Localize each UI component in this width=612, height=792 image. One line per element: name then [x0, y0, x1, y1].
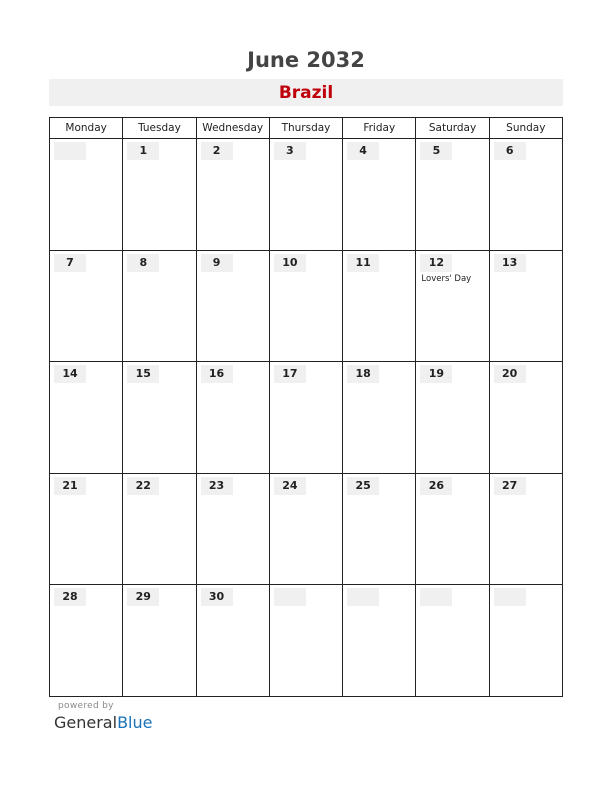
date-number — [420, 588, 452, 606]
day-cell-3 — [270, 139, 343, 251]
date-number: 1 — [127, 142, 159, 160]
week-row — [50, 139, 563, 251]
date-number — [54, 142, 86, 160]
powered-by-label: powered by — [58, 701, 114, 711]
day-cell-14 — [50, 362, 123, 474]
date-number: 10 — [274, 254, 306, 272]
holiday-label: Lovers' Day — [421, 273, 472, 284]
day-cell-25 — [343, 474, 416, 586]
day-cell-11 — [343, 251, 416, 363]
day-cell-20 — [490, 362, 563, 474]
date-number: 12 — [420, 254, 452, 272]
country-banner — [49, 79, 563, 106]
day-cell-empty — [50, 139, 123, 251]
date-number: 3 — [274, 142, 306, 160]
day-cell-29 — [123, 585, 196, 697]
weekday-wednesday: Wednesday — [197, 118, 270, 139]
day-cell-23 — [197, 474, 270, 586]
brand-blue: Blue — [117, 713, 153, 732]
date-number: 27 — [494, 477, 526, 495]
brand-general: General — [54, 713, 118, 732]
day-cell-7 — [50, 251, 123, 363]
weekday-sunday: Sunday — [490, 118, 563, 139]
date-number — [274, 588, 306, 606]
day-cell-empty — [490, 585, 563, 697]
date-number: 13 — [494, 254, 526, 272]
day-cell-21 — [50, 474, 123, 586]
date-number — [347, 588, 379, 606]
weekday-thursday: Thursday — [270, 118, 343, 139]
week-row — [50, 251, 563, 363]
weekday-tuesday: Tuesday — [123, 118, 196, 139]
date-number: 20 — [494, 365, 526, 383]
date-number: 24 — [274, 477, 306, 495]
date-number — [494, 588, 526, 606]
day-cell-24 — [270, 474, 343, 586]
day-cell-8 — [123, 251, 196, 363]
date-number: 15 — [127, 365, 159, 383]
day-cell-13 — [490, 251, 563, 363]
date-number: 21 — [54, 477, 86, 495]
generalblue-logo[interactable] — [54, 713, 152, 732]
weeks-container — [50, 139, 563, 697]
day-cell-18 — [343, 362, 416, 474]
date-number: 5 — [420, 142, 452, 160]
date-number: 17 — [274, 365, 306, 383]
date-number: 28 — [54, 588, 86, 606]
date-number: 7 — [54, 254, 86, 272]
date-number: 8 — [127, 254, 159, 272]
date-number: 29 — [127, 588, 159, 606]
day-cell-empty — [416, 585, 489, 697]
weekday-friday: Friday — [343, 118, 416, 139]
day-cell-19 — [416, 362, 489, 474]
day-cell-26 — [416, 474, 489, 586]
day-cell-1 — [123, 139, 196, 251]
date-number: 16 — [201, 365, 233, 383]
day-cell-30 — [197, 585, 270, 697]
day-cell-9 — [197, 251, 270, 363]
date-number: 18 — [347, 365, 379, 383]
week-row — [50, 474, 563, 586]
day-cell-17 — [270, 362, 343, 474]
date-number: 25 — [347, 477, 379, 495]
day-cell-empty — [270, 585, 343, 697]
day-cell-4 — [343, 139, 416, 251]
day-cell-15 — [123, 362, 196, 474]
day-cell-12 — [416, 251, 489, 363]
date-number: 30 — [201, 588, 233, 606]
week-row — [50, 585, 563, 697]
date-number: 6 — [494, 142, 526, 160]
day-cell-10 — [270, 251, 343, 363]
week-row — [50, 362, 563, 474]
day-cell-empty — [343, 585, 416, 697]
date-number: 14 — [54, 365, 86, 383]
day-cell-6 — [490, 139, 563, 251]
day-cell-5 — [416, 139, 489, 251]
day-cell-2 — [197, 139, 270, 251]
day-cell-16 — [197, 362, 270, 474]
weekday-monday: Monday — [50, 118, 123, 139]
date-number: 2 — [201, 142, 233, 160]
date-number: 22 — [127, 477, 159, 495]
calendar-grid — [49, 117, 563, 697]
date-number: 4 — [347, 142, 379, 160]
date-number: 11 — [347, 254, 379, 272]
date-number: 23 — [201, 477, 233, 495]
country-name: Brazil — [278, 83, 334, 103]
day-cell-28 — [50, 585, 123, 697]
page-title: June 2032 — [247, 48, 365, 72]
weekday-header-row — [50, 118, 563, 139]
date-number: 19 — [420, 365, 452, 383]
day-cell-27 — [490, 474, 563, 586]
date-number: 9 — [201, 254, 233, 272]
weekday-saturday: Saturday — [416, 118, 489, 139]
day-cell-22 — [123, 474, 196, 586]
date-number: 26 — [420, 477, 452, 495]
